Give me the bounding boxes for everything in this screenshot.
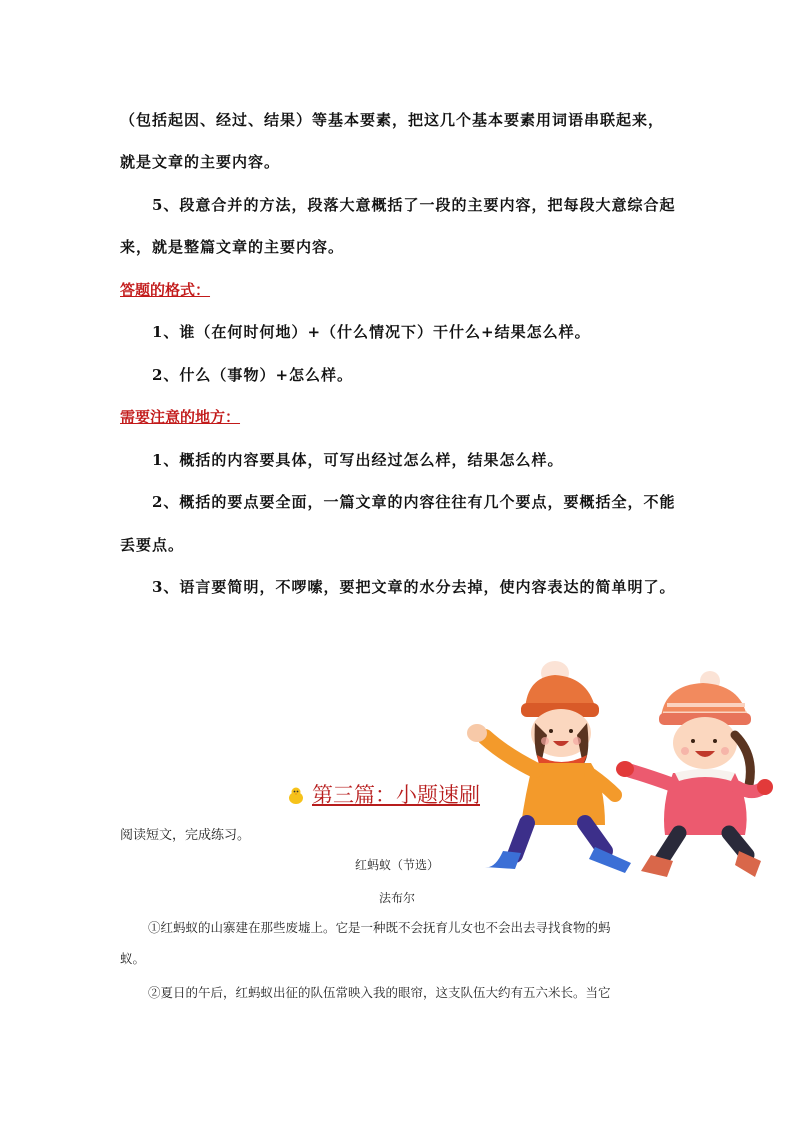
section-title-text: 第三篇：小题速刷 — [312, 783, 480, 807]
format-heading: 答题的格式： — [120, 281, 211, 299]
children-illustration — [455, 655, 775, 885]
section-title — [286, 782, 480, 808]
text-line: 5、段意合并的方法，段落大意概括了一段的主要内容，把每段大意综合起 — [152, 196, 676, 214]
passage-line: ②夏日的午后，红蚂蚁出征的队伍常映入我的眼帘，这支队伍大约有五六米长。当它 — [148, 985, 611, 1000]
format-item: 1、谁（在何时何地）+（什么情况下）干什么+结果怎么样。 — [152, 323, 591, 341]
note-item: 1、概括的内容要具体，可写出经过怎么样，结果怎么样。 — [152, 451, 564, 469]
passage-line: ①红蚂蚁的山寨建在那些废墟上。它是一种既不会抚育儿女也不会出去寻找食物的蚂 — [148, 920, 611, 935]
note-item: 3、语言要简明，不啰嗦，要把文章的水分去掉，使内容表达的简单明了。 — [152, 578, 676, 596]
format-item: 2、什么（事物）+怎么样。 — [152, 366, 354, 384]
note-item: 丢要点。 — [120, 536, 185, 554]
text-line: （包括起因、经过、结果）等基本要素，把这几个基本要素用词语串联起来， — [120, 111, 665, 129]
text-line: 就是文章的主要内容。 — [120, 153, 281, 171]
passage-line: 蚁。 — [120, 951, 146, 966]
notes-heading: 需要注意的地方： — [120, 408, 241, 426]
exercise-instruction: 阅读短文，完成练习。 — [120, 828, 251, 843]
passage-author: 法布尔 — [378, 891, 415, 905]
passage-title: 红蚂蚁（节选） — [354, 858, 439, 872]
text-line: 来，就是整篇文章的主要内容。 — [120, 238, 345, 256]
chick-icon — [286, 786, 306, 806]
note-item: 2、概括的要点要全面，一篇文章的内容往往有几个要点，要概括全，不能 — [152, 493, 676, 511]
